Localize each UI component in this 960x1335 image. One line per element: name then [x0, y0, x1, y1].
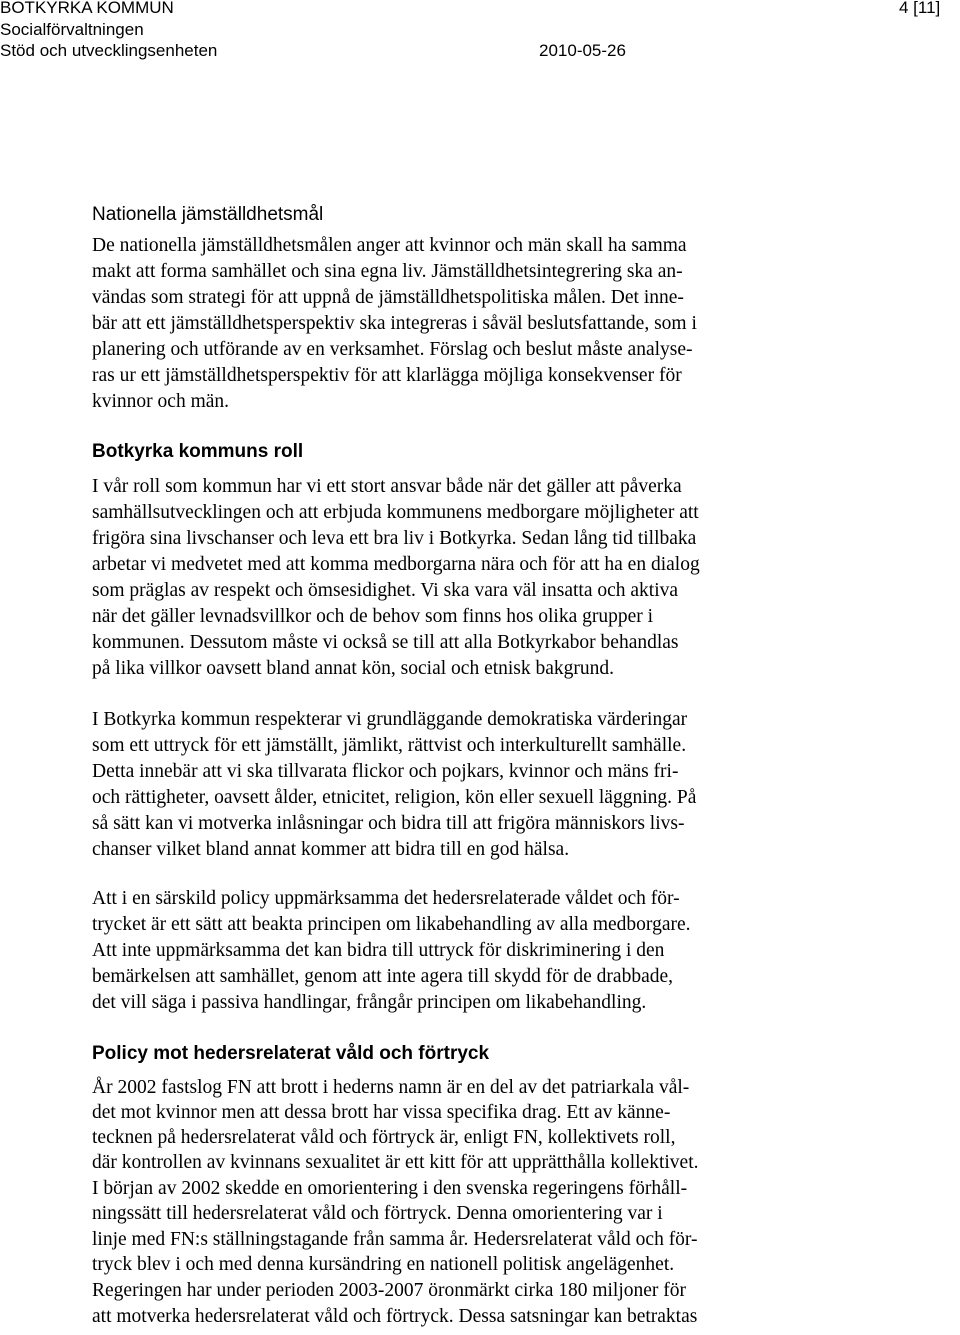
header-unit: Stöd och utvecklingsenheten — [0, 41, 218, 60]
paragraph-line: chanser vilket bland annat kommer att bidra till en god hälsa. — [92, 839, 570, 860]
paragraph-line: kvinnor och män. — [92, 391, 230, 412]
header-department: Socialförvaltningen — [0, 20, 144, 39]
paragraph-line: linje med FN:s ställningstagande från samma år. Hedersrelaterat våld och för- — [92, 1229, 698, 1250]
paragraph-line: ningssätt till hedersrelaterat våld och förtryck. Denna omorientering var i — [92, 1203, 663, 1224]
paragraph-line: bär att ett jämställdhetsperspektiv ska integreras i såväl beslutsfattande, som i — [92, 313, 697, 334]
paragraph-line: tecknen på hedersrelaterat våld och förtryck är, enligt FN, kollektivets roll, — [92, 1127, 676, 1148]
section-heading-municipality-role: Botkyrka kommuns roll — [92, 441, 304, 462]
paragraph-line: Regeringen har under perioden 2003-2007 öronmärkt cirka 180 miljoner för — [92, 1280, 687, 1301]
paragraph-line: vändas som strategi för att uppnå de jämställdhetspolitiska målen. Det inne- — [92, 287, 684, 308]
paragraph-line: som ett uttryck för ett jämställt, jämlikt, rättvist och interkulturellt samhälle. — [92, 735, 687, 756]
paragraph-line: så sätt kan vi motverka inlåsningar och bidra till att frigöra människors livs- — [92, 813, 685, 834]
paragraph-line: och rättigheter, oavsett ålder, etnicitet, religion, kön eller sexuell läggning. På — [92, 787, 697, 808]
paragraph-line: frigöra sina livschanser och leva ett bra liv i Botkyrka. Sedan lång tid tillbaka — [92, 528, 697, 549]
paragraph-line: I Botkyrka kommun respekterar vi grundläggande demokratiska värderingar — [92, 709, 688, 730]
paragraph-line: när det gäller levnadsvillkor och de behov som finns hos olika grupper i — [92, 606, 654, 627]
paragraph-line: arbetar vi medvetet med att komma medborgarna nära och för att ha en dialog — [92, 554, 700, 575]
paragraph-line: kommunen. Dessutom måste vi också se till att alla Botkyrkabor behandlas — [92, 632, 679, 653]
paragraph-line: att motverka hedersrelaterat våld och förtryck. Dessa satsningar kan betraktas — [92, 1306, 698, 1327]
paragraph-line: År 2002 fastslog FN att brott i hederns namn är en del av det patriarkala vål- — [92, 1077, 690, 1098]
paragraph-line: Att inte uppmärksamma det kan bidra till uttryck för diskriminering i den — [92, 940, 665, 961]
paragraph-line: trycket är ett sätt att beakta principen om likabehandling av alla medborgare. — [92, 914, 691, 935]
paragraph-line: ras ur ett jämställdhetsperspektiv för att klarlägga möjliga konsekvenser för — [92, 365, 682, 386]
paragraph-line: samhällsutvecklingen och att erbjuda kommunens medborgare möjligheter att — [92, 502, 699, 523]
paragraph-line: det mot kvinnor men att dessa brott har vissa specifika drag. Ett av känne- — [92, 1102, 671, 1123]
header-page-number: 4 [11] — [899, 0, 941, 17]
section-heading-policy: Policy mot hedersrelaterat våld och förtryck — [92, 1043, 490, 1064]
header-org: BOTKYRKA KOMMUN — [0, 0, 174, 17]
paragraph-line: planering och utförande av en verksamhet. Förslag och beslut måste analyse- — [92, 339, 693, 360]
paragraph-line: på lika villkor oavsett bland annat kön, social och etnisk bakgrund. — [92, 658, 615, 679]
paragraph-line: Detta innebär att vi ska tillvarata flickor och pojkars, kvinnor och mäns fri- — [92, 761, 679, 782]
paragraph-line: I början av 2002 skedde en omorientering i den svenska regeringens förhåll- — [92, 1178, 688, 1199]
paragraph-line: De nationella jämställdhetsmålen anger att kvinnor och män skall ha samma — [92, 235, 687, 256]
paragraph-line: tryck blev i och med denna kursändring en nationell politisk angelägenhet. — [92, 1254, 675, 1275]
section-heading-national-goals: Nationella jämställdhetsmål — [92, 204, 324, 225]
paragraph-line: makt att forma samhället och sina egna liv. Jämställdhetsintegrering ska an- — [92, 261, 683, 282]
paragraph-line: som präglas av respekt och ömsesidighet. Vi ska vara väl insatta och aktiva — [92, 580, 679, 601]
paragraph-line: där kontrollen av kvinnans sexualitet är ett kitt för att upprätthålla kollektivet. — [92, 1152, 699, 1173]
paragraph-line: det vill säga i passiva handlingar, frångår principen om likabehandling. — [92, 992, 647, 1013]
paragraph-line: Att i en särskild policy uppmärksamma det hedersrelaterade våldet och för- — [92, 888, 680, 909]
paragraph-line: I vår roll som kommun har vi ett stort ansvar både när det gäller att påverka — [92, 476, 682, 497]
header-date: 2010-05-26 — [539, 41, 626, 60]
paragraph-line: bemärkelsen att samhället, genom att inte agera till skydd för de drabbade, — [92, 966, 674, 987]
